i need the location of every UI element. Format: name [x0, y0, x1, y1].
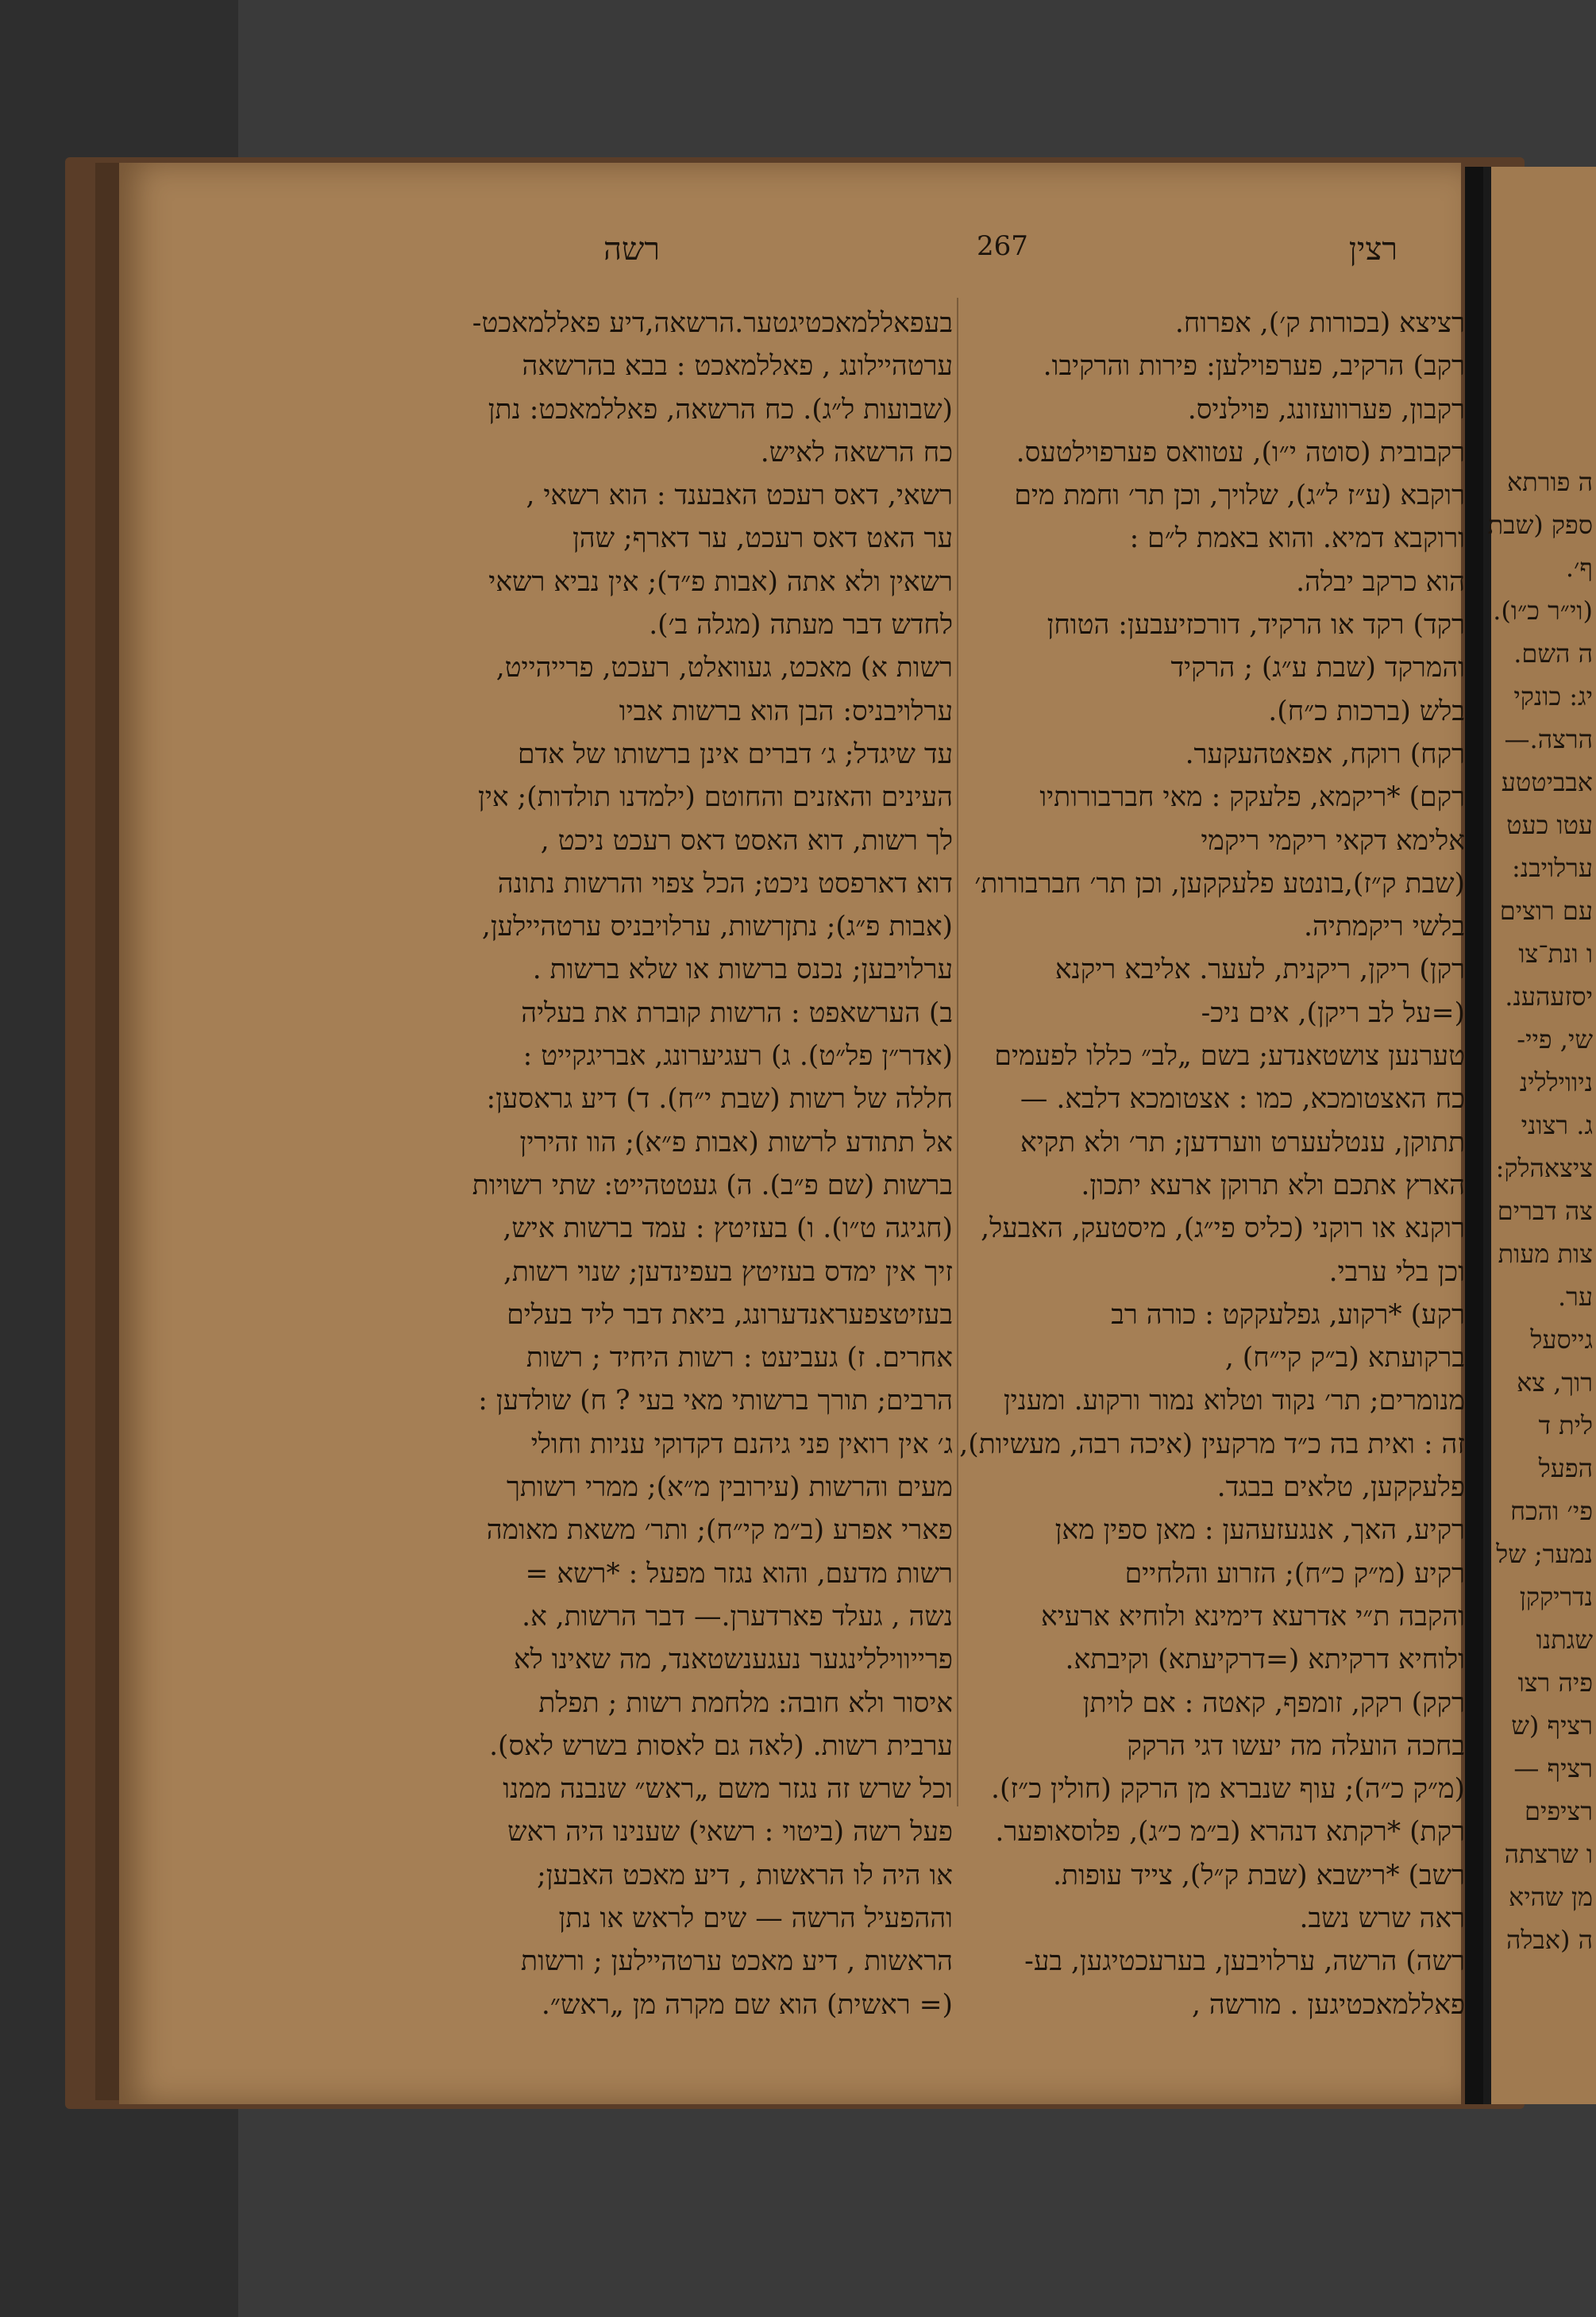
- column-divider: [957, 298, 958, 1806]
- fragment-line: רציפים: [1525, 1796, 1593, 1826]
- text-line: רקבובית (סוטה י״ו), עטוואס פערפוילטעס.: [1016, 436, 1465, 468]
- text-line: דוא דארפסט ניכט; הכל צפוי והרשות נתונה: [497, 867, 953, 900]
- text-line: רקק) רקק, זומפף, קאטה : אם לויתן: [1082, 1687, 1465, 1719]
- text-line: ב) הערשאפט : הרשות קוברת את בעליה: [521, 997, 953, 1029]
- fragment-line: הפעל: [1538, 1453, 1593, 1483]
- text-line: ברשות (שם פ״ב). ה) געטטהייט: שתי רשויות: [472, 1169, 953, 1201]
- text-line: טערנען צושטאנדע; בשם „לב״ כללו לפעמים: [994, 1040, 1465, 1073]
- text-line: איסור ולא חובה: מלחמת רשות ; תפלת: [538, 1687, 953, 1719]
- left-column: [254, 302, 953, 2026]
- text-line: וכל שרש זה נגזר משם „ראש״ שנבנה ממנו: [503, 1773, 953, 1806]
- text-line: רציצא (בכורות ק׳), אפרוח.: [1174, 307, 1465, 339]
- text-line: כח האצטומכא, כמו : אצטומכא דלבא. —: [1020, 1083, 1465, 1116]
- text-line: רשה) הרשה, ערלויבען, בערעכטיגען, בע-: [1024, 1945, 1465, 1978]
- text-line: רשות א) מאכט, געוואלט, רעכט, פרייהייט,: [495, 652, 953, 684]
- text-line: רשאי, דאס רעכט האבענד : הוא רשאי ,: [526, 480, 953, 512]
- text-line: מנומרים; תר׳ נקוד וטלוא נמור ורקוע. ומענין: [1003, 1385, 1465, 1417]
- text-line: תתוקן, ענטלעערט ווערדען; תר׳ ולא תקיא: [1020, 1126, 1465, 1158]
- fragment-line: ף׳.: [1565, 553, 1593, 583]
- book-board-edge: [95, 163, 119, 2100]
- text-line: פלעקקען, טלאים בבגד.: [1216, 1471, 1465, 1504]
- text-line: והמרקד (שבת ע״ג) ; הרקיד: [1170, 652, 1465, 684]
- text-line: ער האט דאס רעכט, ער דארף; שהן: [572, 522, 953, 555]
- text-line: אלימא דקאי ריקמי ריקמי: [1201, 824, 1465, 857]
- fragment-line: צה דברים: [1497, 1196, 1593, 1226]
- text-line: כח הרשאה לאיש.: [760, 436, 953, 468]
- text-line: ערלויבניס: הבן הוא ברשות אביו: [619, 695, 953, 727]
- text-line: רקיע (מ״ק כ״ח); הזרוע והלחיים: [1124, 1557, 1465, 1590]
- text-line: בחכה הועלה מה יעשו דגי הרקק: [1127, 1729, 1465, 1762]
- fragment-line: פיה רצו: [1517, 1667, 1593, 1698]
- text-line: בעפאללמאכטיגטער.הרשאה,דיע פאללמאכט-: [472, 307, 953, 339]
- text-line: או היה לו הראשות , דיע מאכט האבען;: [537, 1859, 953, 1891]
- text-line: רשות מדעם, והוא נגזר מפעל : *רשא =: [525, 1557, 953, 1590]
- text-line: ערטהיילונג , פאללמאכט : בבא בהרשאה: [522, 350, 953, 383]
- text-line: (=על לב ריקן), אים ניכ-: [1201, 997, 1465, 1029]
- fragment-line: נמער; של: [1496, 1539, 1593, 1569]
- text-line: (אבות פ״ג); נתןרשות, ערלויבניס ערטהיילען,: [481, 911, 953, 943]
- right-column: [959, 302, 1465, 2026]
- text-line: והקבה ת״י אדרעא דימינא ולוחיא ארעיא: [1040, 1600, 1465, 1633]
- text-line: רקח) רוקח, אפאטהעקער.: [1185, 738, 1465, 770]
- fragment-line: גייסעל: [1530, 1324, 1593, 1355]
- text-line: הרבים; תורך ברשותי מאי בעי ? ח) שולדען :: [478, 1385, 953, 1417]
- text-line: מעים והרשות (עירובין מ״א); ממרי רשותך: [507, 1471, 953, 1504]
- fragment-line: ערלויבנ:: [1512, 853, 1593, 883]
- text-line: (חגיגה ט״ו). ו) בעזיטץ : עמד ברשות איש,: [503, 1212, 953, 1245]
- fragment-line: ניוויללינ: [1519, 1067, 1593, 1097]
- text-line: רשאין ולא אתה (אבות פ״ד); אין נביא רשאי: [488, 565, 953, 598]
- fragment-line: ה פורתא: [1507, 467, 1593, 497]
- text-line: העינים והאזנים והחוטם (ילמדנו תולדות); אין: [478, 781, 953, 814]
- fragment-line: הרצה.—: [1504, 724, 1593, 754]
- left-headword: רשה: [603, 231, 660, 268]
- fragment-line: רוך, צא: [1517, 1367, 1593, 1398]
- fragment-line: שי, פיי-: [1517, 1024, 1593, 1054]
- fragment-line: פי׳ והכח: [1510, 1496, 1593, 1526]
- text-line: רוקנא או רוקני (כליס פי״ג), מיסטעק, האבעל,: [981, 1212, 1465, 1245]
- text-line: רקד) רקד או הרקיד, דורכזיעבען: הטוחן: [1047, 609, 1465, 642]
- text-line: עד שיגדל; ג׳ דברים אינן ברשותו של אדם: [517, 738, 953, 770]
- text-line: וכן בלי ערבי.: [1328, 1255, 1465, 1288]
- text-line: הוא כרקב יבלה.: [1296, 565, 1465, 598]
- fragment-line: יג: כונקי: [1513, 681, 1593, 711]
- page-header: [603, 230, 1397, 278]
- text-line: ראה שרש נשב.: [1299, 1902, 1465, 1934]
- text-line: רוקבא (ע״ז ל״ג), שלויך, וכן תר׳ וחמת מים: [1014, 480, 1465, 512]
- fragment-line: מן שהיא: [1509, 1882, 1593, 1912]
- text-line: (מ״ק כ״ה); עוף שנברא מן הרקק (חולין כ״ז).: [991, 1773, 1465, 1806]
- fragment-line: צות מעות: [1498, 1239, 1593, 1269]
- fragment-line: רציף —: [1513, 1753, 1593, 1783]
- text-line: ולוחיא דרקיתא (=דרקיעתא) וקיבתא.: [1065, 1644, 1465, 1676]
- next-page-fragments: [1469, 461, 1596, 1961]
- text-line: לך רשות, דוא האסט דאס רעכט ניכט ,: [540, 824, 953, 857]
- fragment-line: שגתנו: [1536, 1625, 1593, 1655]
- text-line: זה : ואית בה כ״ד מרקעין (איכה רבה, מעשיות),: [959, 1428, 1465, 1460]
- fragment-line: ה (אבלה: [1505, 1925, 1593, 1955]
- text-line: ערלויבען; נכנס ברשות או שלא ברשות .: [532, 954, 953, 986]
- fragment-line: עטו כעט: [1506, 810, 1593, 840]
- text-line: פרייוויללינגער נעגענשטאנד, מה שאינו לא: [513, 1644, 953, 1676]
- fragment-line: ג. רצוני: [1521, 1110, 1593, 1140]
- text-line: זיך אין ימדס בעזיטץ בעפינדען; שנוי רשות,: [503, 1255, 953, 1288]
- fragment-line: (וי״ר כ״ו).: [1493, 596, 1593, 626]
- text-line: רקת) *רקתא דנהרא (ב״מ כ״ג), פלוסאופער.: [995, 1816, 1465, 1849]
- fragment-line: רציף (ש: [1511, 1710, 1593, 1741]
- text-line: וההפעיל הרשה — שים לראש או נתן: [558, 1902, 953, 1934]
- text-line: פארי אפרע (ב״מ קי״ח); ותר׳ משאת מאומה: [486, 1514, 953, 1547]
- text-line: (= ראשית) הוא שם מקרה מן „ראש״.: [541, 1988, 953, 2021]
- text-line: הארץ אתכם ולא תרוקן ארעא יתכון.: [1081, 1169, 1465, 1201]
- fragment-line: ער.: [1558, 1282, 1593, 1312]
- text-line: רקם) *ריקמא, פלעקק : מאי חברבורותיו: [1039, 781, 1465, 814]
- fragment-line: ה השם.: [1513, 638, 1593, 669]
- text-line: (שבועות ל״ג). כח הרשאה, פאללמאכט: נתן: [488, 393, 953, 426]
- fragment-line: ספק (שבת: [1487, 510, 1593, 540]
- text-line: רשב) *רישבא (שבת ק״ל), צייד עופות.: [1053, 1859, 1465, 1891]
- fragment-line: לית ד: [1538, 1410, 1593, 1440]
- next-page-edge: [1483, 167, 1596, 2104]
- fragment-line: יסזעהענ.: [1505, 981, 1593, 1012]
- right-headword: רצין: [1348, 231, 1397, 268]
- text-line: (אדר״ן פל״ט). ג) רעגיערונג, אבריגקייט :: [522, 1040, 953, 1073]
- text-line: אל תתודע לרשות (אבות פ״א); הוו זהירין: [519, 1126, 953, 1158]
- text-line: רקע) *רקוע, גפלעקקט : כורה רב: [1111, 1298, 1465, 1331]
- text-line: בלש (ברכות כ״ח).: [1268, 695, 1465, 727]
- text-line: רקן) ריקן, ריקנית, לעער. אליבא ריקנא: [1054, 954, 1465, 986]
- text-line: בלשי ריקמתיה.: [1303, 911, 1465, 943]
- text-line: נשה , געלד פארדערן.— דבר הרשות, א.: [522, 1600, 953, 1633]
- text-line: ג׳ אין רואין פני גיהנם דקדוקי עניות וחולי: [530, 1428, 953, 1460]
- text-line: רקבון, פערוועזונג, פוילניס.: [1187, 393, 1465, 426]
- text-line: אחרים. ז) געביעט : רשות היחיד ; רשות: [526, 1342, 953, 1374]
- text-line: פעל רשה (ביטוי : רשאי) שענינו היה ראש: [507, 1816, 953, 1849]
- text-line: לחדש דבר מעתה (מגלה ב׳).: [649, 609, 953, 642]
- text-line: (שבת ק״ז),בונטע פלעקקען, וכן תר׳ חברבורות׳: [974, 867, 1465, 900]
- text-line: ערבית רשות. (לאה גם לאסות בשרש לאס).: [489, 1729, 953, 1762]
- text-line: בעזיטצפעראנדערונג, ביאת דבר ליד בעלים: [507, 1298, 953, 1331]
- fragment-line: נדריקקן: [1519, 1582, 1593, 1612]
- text-line: חללה של רשות (שבת י״ח). ד) דיע גראסען:: [486, 1083, 953, 1116]
- fragment-line: ציצאהלק:: [1495, 1153, 1593, 1183]
- page-number: 267: [977, 230, 1028, 262]
- text-line: ברקועתא (ב״ק קי״ח) ,: [1224, 1342, 1465, 1374]
- text-line: פאללמאכטיגען . מורשה ,: [1192, 1988, 1465, 2021]
- text-line: הראשות , דיע מאכט ערטהיילען ; ורשות: [521, 1945, 953, 1978]
- text-line: רקב) הרקיב, פערפוילען: פירות והרקיבו.: [1043, 350, 1465, 383]
- fragment-line: אבביטטע: [1501, 767, 1593, 797]
- text-line: ורוקבא דמיא. והוא באמת ל״ם :: [1129, 522, 1465, 555]
- fragment-line: ו ונת־צו: [1518, 939, 1593, 969]
- text-line: רקיע, האך, אנגעזעהען : מאן ספין מאן: [1054, 1514, 1465, 1547]
- fragment-line: ו שרצתה: [1504, 1839, 1593, 1869]
- fragment-line: עם רוצים: [1499, 896, 1593, 926]
